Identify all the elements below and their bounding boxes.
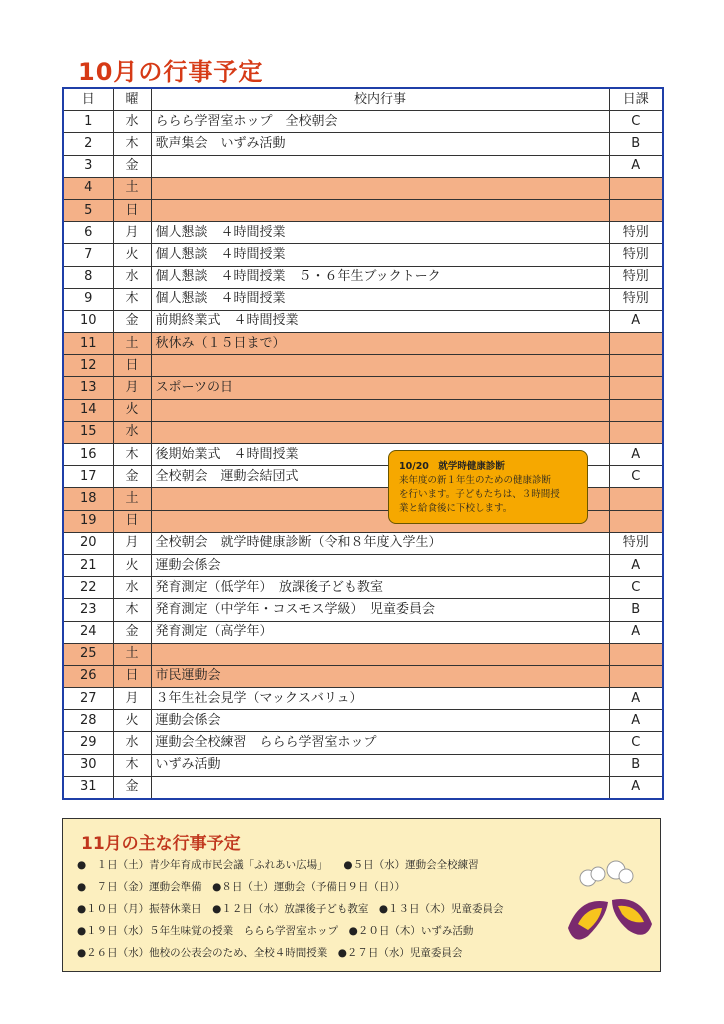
header-course: 日課 xyxy=(609,88,663,111)
cell-course: C xyxy=(609,466,663,488)
cell-weekday: 金 xyxy=(113,776,151,799)
table-row xyxy=(63,333,663,355)
cell-weekday: 火 xyxy=(113,399,151,421)
table-row xyxy=(63,266,663,288)
cell-day: 21 xyxy=(63,554,113,576)
cell-day: 3 xyxy=(63,155,113,177)
cell-day: 15 xyxy=(63,421,113,443)
cell-course xyxy=(609,333,663,355)
cell-course: A xyxy=(609,776,663,799)
cell-weekday: 土 xyxy=(113,333,151,355)
cell-weekday: 金 xyxy=(113,466,151,488)
cell-weekday: 日 xyxy=(113,355,151,377)
november-item: ●１９日（水）５年生味覚の授業 ららら学習室ホップ ●２０日（木）いずみ活動 xyxy=(77,925,474,937)
cell-event: 前期終業式 ４時間授業 xyxy=(151,310,609,332)
cell-course: C xyxy=(609,111,663,133)
cell-weekday: 火 xyxy=(113,554,151,576)
sweet-potato-illustration xyxy=(560,858,660,958)
header-weekday: 曜 xyxy=(113,88,151,111)
cell-weekday: 水 xyxy=(113,266,151,288)
cell-event xyxy=(151,776,609,799)
cell-day: 8 xyxy=(63,266,113,288)
november-item: ● １日（土）青少年育成市民会議「ふれあい広場」 ●５日（水）運動会全校練習 xyxy=(77,859,479,871)
cell-weekday: 土 xyxy=(113,177,151,199)
cell-weekday: 日 xyxy=(113,665,151,687)
cell-weekday: 木 xyxy=(113,444,151,466)
cell-course xyxy=(609,510,663,532)
cell-course: 特別 xyxy=(609,288,663,310)
table-row xyxy=(63,665,663,687)
cell-course xyxy=(609,355,663,377)
cell-weekday: 水 xyxy=(113,111,151,133)
cell-course: A xyxy=(609,554,663,576)
table-row xyxy=(63,399,663,421)
cell-day: 4 xyxy=(63,177,113,199)
schedule-table xyxy=(62,87,664,800)
table-row xyxy=(63,244,663,266)
cell-course: A xyxy=(609,688,663,710)
cell-event: 全校朝会 就学時健康診断（令和８年度入学生） xyxy=(151,532,609,554)
cell-day: 14 xyxy=(63,399,113,421)
cell-weekday: 月 xyxy=(113,688,151,710)
table-header-row xyxy=(63,88,663,111)
cell-day: 19 xyxy=(63,510,113,532)
cell-day: 6 xyxy=(63,222,113,244)
cell-event: ららら学習室ホップ 全校朝会 xyxy=(151,111,609,133)
cell-weekday: 火 xyxy=(113,710,151,732)
cell-course: B xyxy=(609,133,663,155)
cell-day: 2 xyxy=(63,133,113,155)
cell-day: 29 xyxy=(63,732,113,754)
cell-course: C xyxy=(609,732,663,754)
cell-course: B xyxy=(609,599,663,621)
cell-day: 9 xyxy=(63,288,113,310)
cell-day: 13 xyxy=(63,377,113,399)
cell-day: 10 xyxy=(63,310,113,332)
cell-event: 発育測定（中学年・コスモス学級） 児童委員会 xyxy=(151,599,609,621)
cell-weekday: 月 xyxy=(113,532,151,554)
table-row xyxy=(63,155,663,177)
note-line: を行います。子どもたちは、３時間授 xyxy=(399,489,560,500)
cell-event xyxy=(151,199,609,221)
cell-event: 後期始業式 ４時間授業 xyxy=(151,444,609,466)
table-row xyxy=(63,621,663,643)
november-title: 11月の主な行事予定 xyxy=(81,834,241,854)
note-line: 来年度の新１年生のための健康診断 xyxy=(399,475,552,486)
table-row xyxy=(63,754,663,776)
cell-weekday: 日 xyxy=(113,510,151,532)
cell-course: A xyxy=(609,444,663,466)
cell-weekday: 月 xyxy=(113,377,151,399)
cell-course: C xyxy=(609,577,663,599)
table-row xyxy=(63,199,663,221)
cell-course: 特別 xyxy=(609,266,663,288)
cell-day: 11 xyxy=(63,333,113,355)
november-item: ●１０日（月）振替休業日 ●１２日（水）放課後子ども教室 ●１３日（木）児童委員会 xyxy=(77,903,504,915)
cell-weekday: 木 xyxy=(113,754,151,776)
cell-weekday: 木 xyxy=(113,288,151,310)
cell-course xyxy=(609,665,663,687)
table-row xyxy=(63,688,663,710)
cell-event: 発育測定（高学年） xyxy=(151,621,609,643)
cell-weekday: 木 xyxy=(113,133,151,155)
cell-course xyxy=(609,399,663,421)
table-row xyxy=(63,732,663,754)
table-row xyxy=(63,111,663,133)
table-row xyxy=(63,222,663,244)
table-row xyxy=(63,288,663,310)
table-row xyxy=(63,310,663,332)
cell-event: いずみ活動 xyxy=(151,754,609,776)
cell-day: 16 xyxy=(63,444,113,466)
health-check-note xyxy=(388,450,588,524)
cell-event xyxy=(151,399,609,421)
cell-event: スポーツの日 xyxy=(151,377,609,399)
cell-event: 運動会係会 xyxy=(151,710,609,732)
header-day: 日 xyxy=(63,88,113,111)
note-title: 10/20 就学時健康診断 xyxy=(399,461,505,472)
cell-course xyxy=(609,421,663,443)
cell-event xyxy=(151,355,609,377)
cell-event xyxy=(151,177,609,199)
cell-day: 1 xyxy=(63,111,113,133)
page-title: 10月の行事予定 xyxy=(78,58,264,86)
cell-course: A xyxy=(609,155,663,177)
november-item: ●２６日（水）他校の公表会のため、全校４時間授業 ●２７日（水）児童委員会 xyxy=(77,947,463,959)
cell-day: 7 xyxy=(63,244,113,266)
table-row xyxy=(63,577,663,599)
cell-weekday: 火 xyxy=(113,244,151,266)
cell-weekday: 日 xyxy=(113,199,151,221)
cell-course: 特別 xyxy=(609,532,663,554)
table-row xyxy=(63,532,663,554)
cell-event: 個人懇談 ４時間授業 xyxy=(151,244,609,266)
cell-weekday: 水 xyxy=(113,732,151,754)
cell-weekday: 水 xyxy=(113,421,151,443)
cell-event: 発育測定（低学年） 放課後子ども教室 xyxy=(151,577,609,599)
cell-day: 30 xyxy=(63,754,113,776)
cell-course xyxy=(609,177,663,199)
cell-weekday: 月 xyxy=(113,222,151,244)
steam-icon xyxy=(580,861,633,886)
cell-day: 23 xyxy=(63,599,113,621)
cell-course xyxy=(609,377,663,399)
cell-event: 個人懇談 ４時間授業 xyxy=(151,288,609,310)
note-line: 業と給食後に下校します。 xyxy=(399,503,513,514)
cell-day: 20 xyxy=(63,532,113,554)
cell-course: A xyxy=(609,710,663,732)
cell-day: 22 xyxy=(63,577,113,599)
cell-event: 市民運動会 xyxy=(151,665,609,687)
cell-weekday: 土 xyxy=(113,643,151,665)
cell-event xyxy=(151,421,609,443)
november-item: ● ７日（金）運動会準備 ●８日（土）運動会（予備日９日（日）） xyxy=(77,881,406,893)
header-event: 校内行事 xyxy=(151,88,609,111)
cell-weekday: 金 xyxy=(113,621,151,643)
cell-day: 27 xyxy=(63,688,113,710)
cell-event: 全校朝会 運動会結団式 xyxy=(151,466,609,488)
table-row xyxy=(63,643,663,665)
cell-event: 個人懇談 ４時間授業 xyxy=(151,222,609,244)
cell-event: ３年生社会見学（マックスバリュ） xyxy=(151,688,609,710)
cell-weekday: 木 xyxy=(113,599,151,621)
table-row xyxy=(63,776,663,799)
table-row xyxy=(63,177,663,199)
cell-day: 31 xyxy=(63,776,113,799)
cell-day: 28 xyxy=(63,710,113,732)
cell-weekday: 水 xyxy=(113,577,151,599)
table-row xyxy=(63,133,663,155)
cell-event: 運動会全校練習 ららら学習室ホップ xyxy=(151,732,609,754)
cell-day: 26 xyxy=(63,665,113,687)
table-row xyxy=(63,355,663,377)
cell-course: A xyxy=(609,621,663,643)
table-row xyxy=(63,599,663,621)
cell-day: 25 xyxy=(63,643,113,665)
cell-course: B xyxy=(609,754,663,776)
table-row xyxy=(63,421,663,443)
cell-course: 特別 xyxy=(609,244,663,266)
table-row xyxy=(63,554,663,576)
cell-course: 特別 xyxy=(609,222,663,244)
cell-event: 個人懇談 ４時間授業 ５・６年生ブックトーク xyxy=(151,266,609,288)
cell-day: 5 xyxy=(63,199,113,221)
cell-event: 秋休み（１５日まで） xyxy=(151,333,609,355)
table-row xyxy=(63,377,663,399)
cell-course: A xyxy=(609,310,663,332)
cell-weekday: 土 xyxy=(113,488,151,510)
cell-course xyxy=(609,643,663,665)
cell-day: 17 xyxy=(63,466,113,488)
cell-event xyxy=(151,155,609,177)
cell-course xyxy=(609,488,663,510)
cell-weekday: 金 xyxy=(113,310,151,332)
cell-day: 12 xyxy=(63,355,113,377)
cell-event: 運動会係会 xyxy=(151,554,609,576)
table-row xyxy=(63,710,663,732)
cell-event: 歌声集会 いずみ活動 xyxy=(151,133,609,155)
cell-course xyxy=(609,199,663,221)
cell-weekday: 金 xyxy=(113,155,151,177)
cell-event xyxy=(151,643,609,665)
cell-day: 24 xyxy=(63,621,113,643)
cell-day: 18 xyxy=(63,488,113,510)
